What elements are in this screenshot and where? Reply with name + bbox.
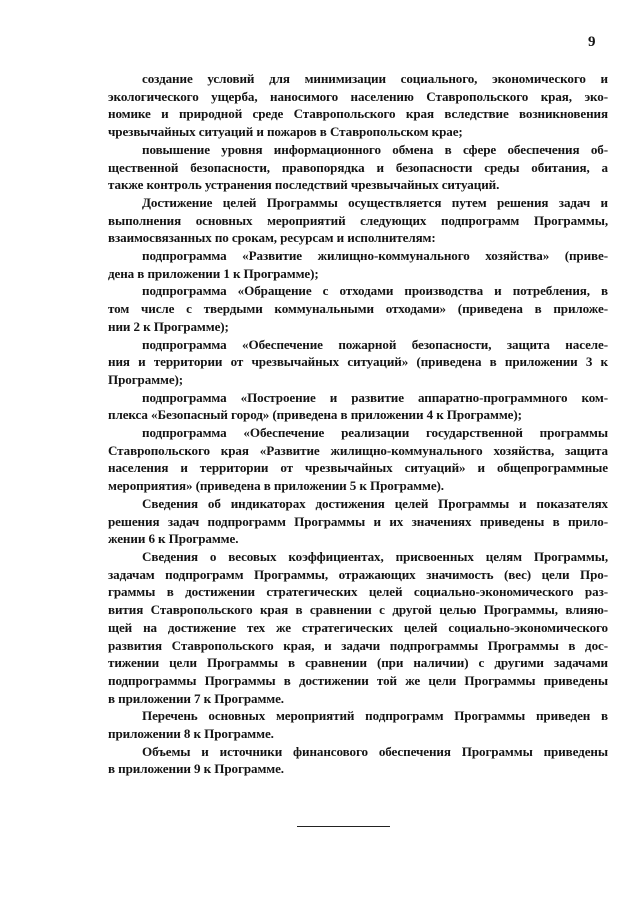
text-line: подпрограмма «Обеспечение реализации государственной программы bbox=[142, 425, 608, 441]
text-line: подпрограмма «Обращение с отходами производства и потребления, в bbox=[142, 283, 608, 299]
text-line: жении 6 к Программе. bbox=[108, 531, 239, 547]
text-line: решения задач подпрограмм Программы и их значениях приведены в прило- bbox=[108, 513, 608, 529]
text-line: также контроль устранения последствий чрезвычайных ситуаций. bbox=[108, 177, 500, 193]
text-line: в приложении 9 к Программе. bbox=[108, 761, 284, 777]
text-line: Сведения о весовых коэффициентах, присвоенных целям Программы, bbox=[142, 548, 608, 564]
text-line: Ставропольского края «Развитие жилищно-коммунального хозяйства, защита bbox=[108, 442, 608, 458]
text-line: тижении цели Программы в сравнении (при наличии) с другими задачами bbox=[108, 655, 608, 671]
text-line: номике и природной среде Ставропольского края вследствие возникновения bbox=[108, 106, 608, 122]
text-line: нии 2 к Программе); bbox=[108, 318, 229, 334]
text-line: мероприятия» (приведена в приложении 5 к Программе). bbox=[108, 478, 444, 494]
text-line: Объемы и источники финансового обеспечения Программы приведены bbox=[142, 743, 608, 759]
document-body bbox=[108, 70, 608, 778]
text-line: вития Ставропольского края в сравнении с другой целью Программы, влияю- bbox=[108, 602, 608, 618]
text-line: том числе с твердыми коммунальными отходами» (приведена в приложе- bbox=[108, 301, 608, 317]
text-line: Программе); bbox=[108, 371, 184, 387]
text-line: чрезвычайных ситуаций и пожаров в Ставропольском крае; bbox=[108, 124, 463, 140]
text-line: выполнения основных мероприятий следующих подпрограмм Программы, bbox=[108, 212, 608, 228]
text-line: Перечень основных мероприятий подпрограмм Программы приведен в bbox=[142, 708, 608, 724]
text-line: взаимосвязанных по срокам, ресурсам и исполнителям: bbox=[108, 230, 436, 246]
text-line: ния и территории от чрезвычайных ситуаций» (приведена в приложении 3 к bbox=[108, 354, 608, 370]
text-line: в приложении 7 к Программе. bbox=[108, 690, 284, 706]
text-line: дена в приложении 1 к Программе); bbox=[108, 265, 319, 281]
text-line: Достижение целей Программы осуществляется путем решения задач и bbox=[142, 194, 608, 210]
end-separator-line bbox=[297, 826, 390, 827]
text-line: щей на достижение тех же стратегических целей социально-экономического bbox=[108, 619, 608, 635]
text-line: населения и территории от чрезвычайных ситуаций» и общепрограммные bbox=[108, 460, 608, 476]
text-line: плекса «Безопасный город» (приведена в приложении 4 к Программе); bbox=[108, 407, 522, 423]
text-line: приложении 8 к Программе. bbox=[108, 726, 274, 742]
text-line: экологического ущерба, наносимого населению Ставропольского края, эко- bbox=[108, 88, 608, 104]
text-line: создание условий для минимизации социального, экономического и bbox=[142, 71, 608, 86]
page-number: 9 bbox=[588, 34, 596, 50]
text-line: повышение уровня информационного обмена в сфере обеспечения об- bbox=[142, 141, 608, 157]
text-line: подпрограмма «Построение и развитие аппаратно-программного ком- bbox=[142, 389, 608, 405]
text-line: Сведения об индикаторах достижения целей Программы и показателях bbox=[142, 495, 608, 511]
text-line: граммы в достижении стратегических целей социально-экономического раз- bbox=[108, 584, 608, 600]
text-line: развития Ставропольского края, и задачи подпрограммы Программы в дос- bbox=[108, 637, 608, 653]
text-line: подпрограмма «Обеспечение пожарной безопасности, защита населе- bbox=[142, 336, 608, 352]
text-line: щественной безопасности, правопорядка и безопасности среды обитания, а bbox=[108, 159, 608, 175]
text-line: подпрограммы Программы в достижении той же цели Программы приведены bbox=[108, 672, 608, 688]
text-line: подпрограмма «Развитие жилищно-коммунального хозяйства» (приве- bbox=[142, 248, 608, 264]
text-line: задачам подпрограмм Программы, отражающих значимость (вес) цели Про- bbox=[108, 566, 608, 582]
